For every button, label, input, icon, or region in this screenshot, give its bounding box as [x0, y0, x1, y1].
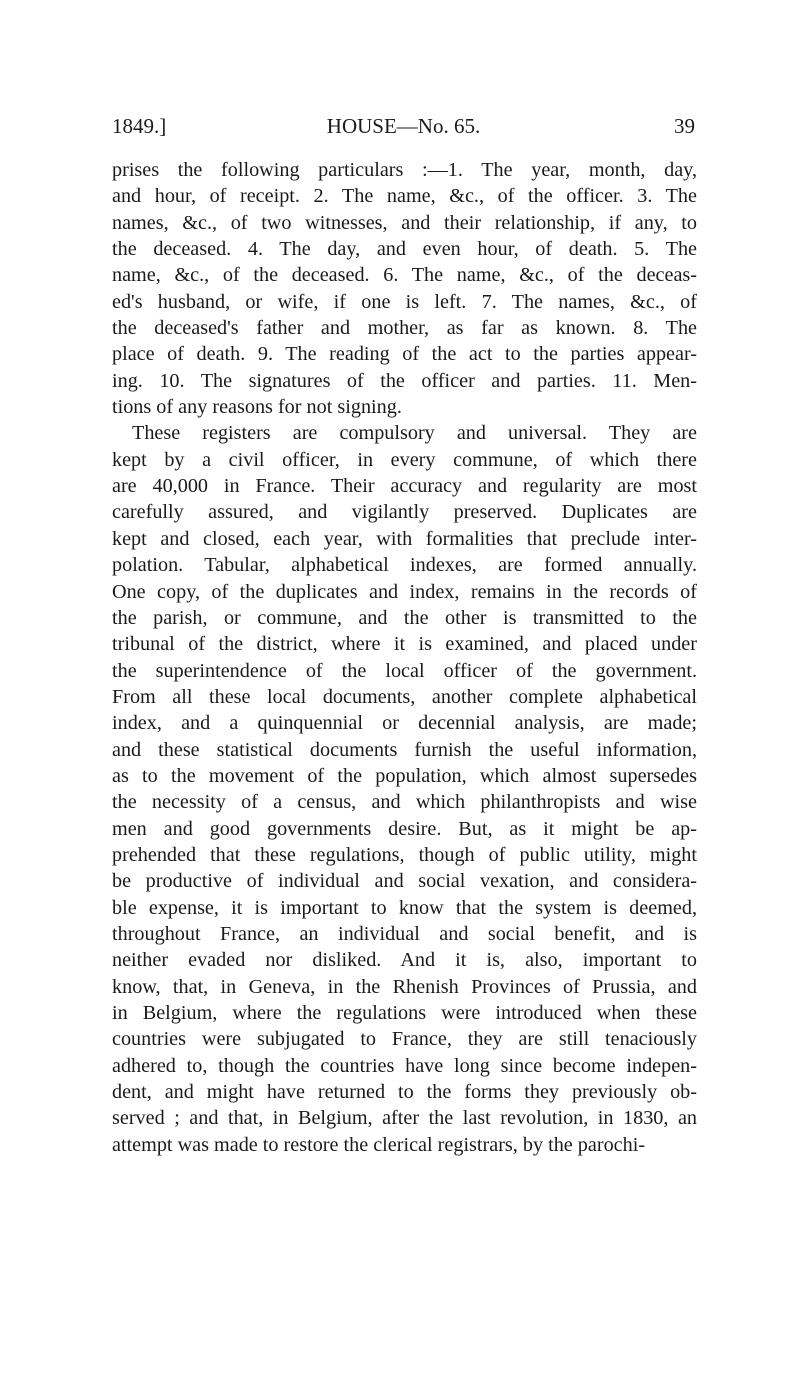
- text-line: countries were subjugated to France, they are still tenaciously: [112, 1028, 697, 1051]
- text-line: as to the movement of the population, which almost supersedes: [112, 764, 697, 787]
- text-line: the parish, or commune, and the other is transmitted to the: [112, 606, 697, 629]
- text-line: name, &c., of the deceased. 6. The name, &c., of the deceas-: [112, 264, 697, 287]
- page-number: 39: [674, 114, 695, 138]
- text-line: kept by a civil officer, in every commune, of which there: [112, 448, 697, 471]
- text-line: and these statistical documents furnish the useful information,: [112, 738, 697, 761]
- text-line: These registers are compulsory and universal. They are: [132, 422, 697, 445]
- text-line: the superintendence of the local officer of the government.: [112, 659, 697, 682]
- text-line: One copy, of the duplicates and index, remains in the records of: [112, 580, 697, 603]
- text-line: in Belgium, where the regulations were introduced when these: [112, 1002, 697, 1024]
- text-line: be productive of individual and social vexation, and considera-: [112, 870, 697, 893]
- text-line: and hour, of receipt. 2. The name, &c., of the officer. 3. The: [112, 185, 697, 208]
- text-line: kept and closed, each year, with formalities that preclude inter-: [112, 527, 697, 550]
- header-title: HOUSE—No. 65.: [326, 114, 481, 138]
- text-line: index, and a quinquennial or decennial analysis, are made;: [112, 712, 697, 735]
- text-line: adhered to, though the countries have long since become indepen-: [112, 1054, 697, 1077]
- text-line: neither evaded nor disliked. And it is, also, important to: [112, 949, 697, 972]
- header-year: 1849.]: [112, 114, 167, 138]
- text-line: the deceased. 4. The day, and even hour, of death. 5. The: [112, 238, 697, 261]
- text-line: ble expense, it is important to know that the system is deemed,: [112, 896, 697, 919]
- text-line: ing. 10. The signatures of the officer and parties. 11. Men-: [112, 369, 697, 392]
- paragraph: [112, 157, 697, 420]
- text-line: tions of any reasons for not signing.: [112, 396, 402, 419]
- text-line: prises the following particulars :—1. The year, month, day,: [112, 159, 697, 181]
- text-line: throughout France, an individual and social benefit, and is: [112, 922, 697, 945]
- text-line: prehended that these regulations, though of public utility, might: [112, 843, 697, 866]
- text-line: tribunal of the district, where it is examined, and placed under: [112, 633, 697, 656]
- text-line: names, &c., of two witnesses, and their relationship, if any, to: [112, 211, 697, 234]
- text-line: are 40,000 in France. Their accuracy and regularity are most: [112, 475, 697, 498]
- text-line: polation. Tabular, alphabetical indexes, are formed annually.: [112, 554, 697, 577]
- text-line: men and good governments desire. But, as it might be ap-: [112, 817, 697, 840]
- text-line: the deceased's father and mother, as far as known. 8. The: [112, 317, 697, 340]
- text-line: carefully assured, and vigilantly preserved. Duplicates are: [112, 501, 697, 524]
- text-line: know, that, in Geneva, in the Rhenish Provinces of Prussia, and: [112, 975, 697, 998]
- text-line: attempt was made to restore the clerical registrars, by the parochi-: [112, 1133, 646, 1156]
- text-line: From all these local documents, another complete alphabetical: [112, 685, 697, 708]
- text-line: the necessity of a census, and which philanthropists and wise: [112, 791, 697, 814]
- text-line: ed's husband, or wife, if one is left. 7. The names, &c., of: [112, 290, 697, 313]
- paragraph: [112, 420, 697, 1158]
- body-text: [112, 157, 697, 1158]
- running-header: [112, 111, 695, 141]
- text-line: served ; and that, in Belgium, after the last revolution, in 1830, an: [112, 1107, 697, 1130]
- text-line: place of death. 9. The reading of the act to the parties appear-: [112, 343, 697, 366]
- text-line: dent, and might have returned to the forms they previously ob-: [112, 1081, 697, 1104]
